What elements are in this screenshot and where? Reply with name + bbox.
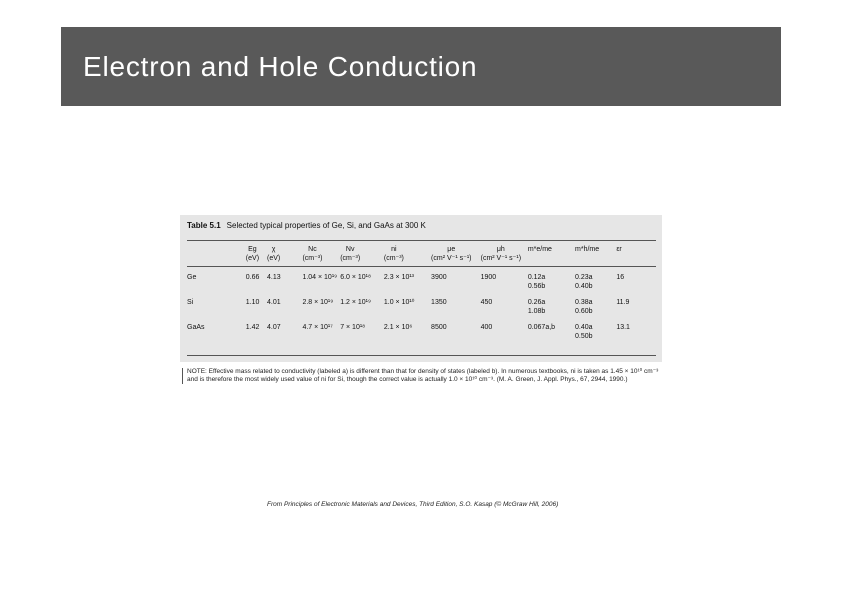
table-cell: 2.3 × 10¹³ [383,274,415,281]
table-cell: 11.9 [616,299,630,306]
table-cell: 8500 [431,324,447,331]
table-cell: 4.01 [267,299,281,306]
table-cell: 2.1 × 10⁶ [383,324,413,331]
column-header: Nc (cm⁻³) [302,246,323,262]
table-cell: 4.7 × 10¹⁷ [302,324,333,331]
table-cell: 4.13 [267,274,281,281]
column-header: m*h/me [575,246,600,253]
row-label: Si [187,299,194,306]
properties-table [180,215,662,362]
table-cell: 1350 [431,299,447,306]
table-cell: 2.8 × 10¹⁹ [302,299,334,306]
table-cell: 0.067a,b [527,324,556,331]
table-bottom-rule [187,355,656,356]
table-cell: 3900 [431,274,447,281]
column-header: m*e/me [527,246,552,253]
table-caption-text: Selected typical properties of Ge, Si, and GaAs at 300 K [226,221,426,230]
table-cell: 1.2 × 10¹⁹ [340,299,372,306]
table-cell: 1.10 [245,299,260,306]
column-header: μe (cm² V⁻¹ s⁻¹) [431,246,472,262]
table-caption [187,221,426,230]
table-cell: 1900 [480,274,497,281]
table-cell: 0.26a 1.08b [527,299,546,315]
slide-title-bar [61,27,781,106]
table-cell: 0.38a 0.60b [575,299,593,315]
table-cell: 0.23a 0.40b [575,274,593,290]
table-header-rule [187,266,656,267]
column-header: χ (eV) [267,246,281,262]
table-cell: 400 [480,324,493,331]
table-top-rule [187,240,656,241]
table-label: Table 5.1 [187,221,221,230]
slide-title: Electron and Hole Conduction [83,51,478,82]
column-header: ni (cm⁻³) [383,246,404,262]
column-header: Nv (cm⁻³) [340,246,361,262]
table-cell: 1.42 [245,324,260,331]
table-cell: 6.0 × 10¹⁸ [340,274,371,281]
source-citation: From Principles of Electronic Materials and Devices, Third Edition, S.O. Kasap (© McGraw Hill, 2006) [267,501,559,508]
table-cell: 1.04 × 10¹⁹ [302,274,338,281]
table-note: NOTE: Effective mass related to conductivity (labeled a) is different than that for density of states (labeled b). In numerous textbooks, ni is taken as 1.45 × 10¹⁰ cm⁻³ and is therefore the most widely used value of ni for Si, though the correct value is actually 1.0 × 10¹⁰ cm⁻³. (M. A. Green, J. Appl. Phys., 67, 2944, 1990.) [182,368,667,384]
table-cell: 16 [616,274,625,281]
column-header: Eg (eV) [245,246,260,262]
table-cell: 450 [480,299,493,306]
table-cell: 1.0 × 10¹⁰ [383,299,415,306]
table-cell: 7 × 10¹⁸ [340,324,366,331]
table-cell: 0.12a 0.56b [527,274,546,290]
row-label: Ge [187,274,197,281]
table-cell: 13.1 [616,324,630,331]
column-header: εr [616,246,622,253]
table-cell: 4.07 [267,324,281,331]
column-header: μh (cm² V⁻¹ s⁻¹) [480,246,522,262]
table-cell: 0.40a 0.50b [575,324,593,340]
row-label: GaAs [187,324,205,331]
table-cell: 0.66 [245,274,260,281]
